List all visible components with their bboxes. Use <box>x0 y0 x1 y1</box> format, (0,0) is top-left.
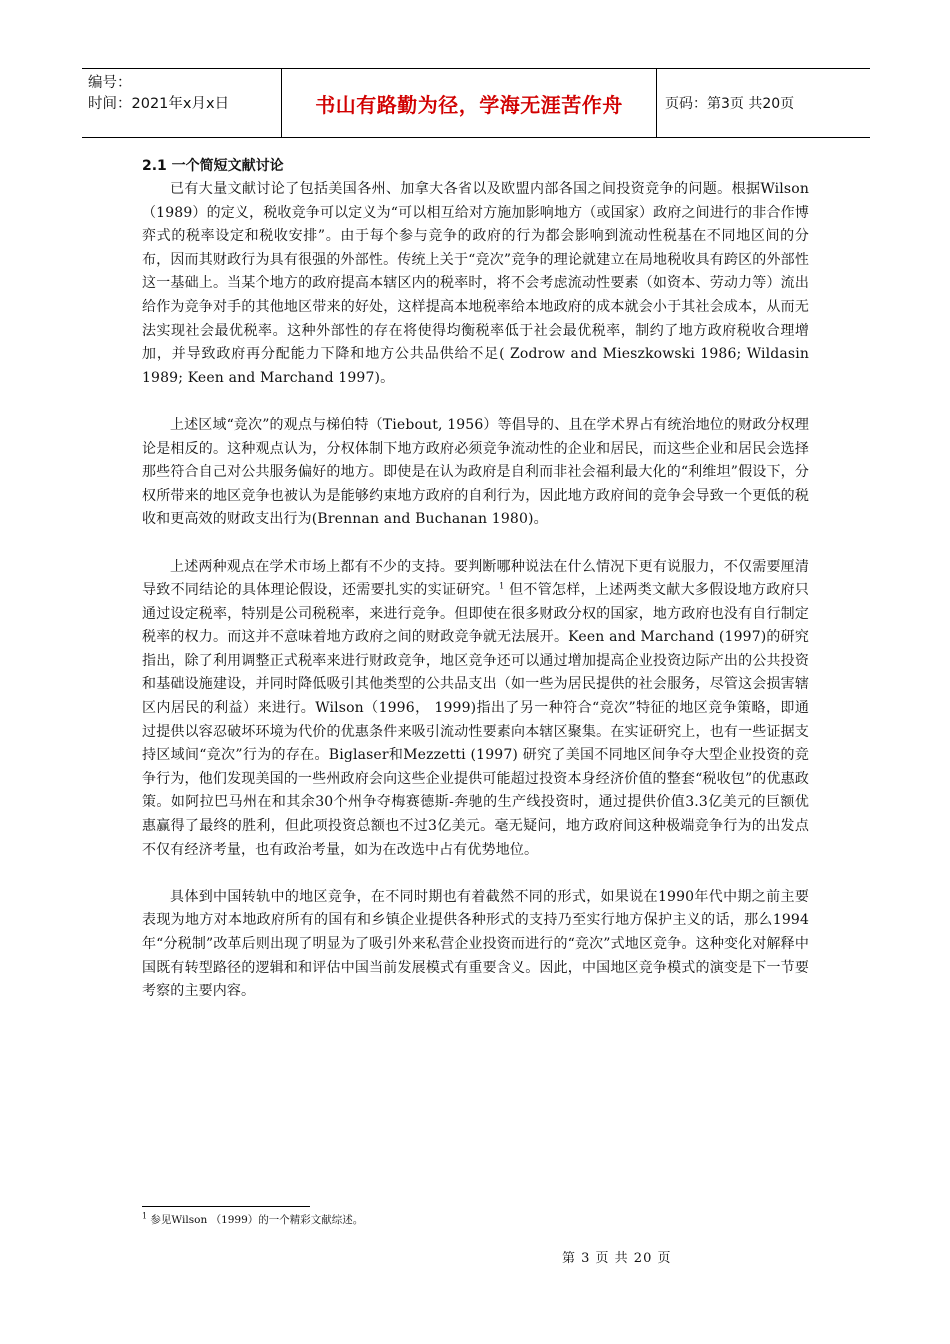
header-date-label: 时间：2021年x月x日 <box>88 96 230 112</box>
section-title: 2.1 一个简短文献讨论 <box>142 158 284 174</box>
document-body <box>142 155 809 1004</box>
paragraph-3-part-a: 上述两种观点在学术市场上都有不少的支持。要判断哪种说法在什么情况下更有说服力，不仅需要厘清导致不同结论的具体理论假设，还需要扎实的实证研究。 <box>142 558 809 599</box>
paragraph-3 <box>142 556 809 863</box>
footnote-text: 参见Wilson （1999）的一个精彩文献综述。 <box>147 1214 364 1226</box>
page-header <box>82 68 870 138</box>
paragraph-1: 已有大量文献讨论了包括美国各州、加拿大各省以及欧盟内部各国之间投资竞争的问题。根据Wilson（1989）的定义，税收竞争可以定义为“可以相互给对方施加影响地方（或国家）政府之间进行的非合作博弈式的税率设定和税收安排”。由于每个参与竞争的政府的行为都会影响到流动性税基在不同地区间的分布，因而其财政行为具有很强的外部性。传统上关于“竞次”竞争的理论就建立在局地税收具有跨区的外部性这一基础上。当某个地方的政府提高本辖区内的税率时，将不会考虑流动性要素（如资本、劳动力等）流出给作为竞争对手的其他地区带来的好处，这样提高本地税率给本地政府的成本就会小于其社会成本，从而无法实现社会最优税率。这种外部性的存在将使得均衡税率低于社会最优税率，制约了地方政府税收合理增加，并导致政府再分配能力下降和地方公共品供给不足( Zodrow and Mieszkowski 1986; Wildasin 1989; Keen and Marchand 1997)。 <box>142 181 809 386</box>
footnote-reference-1: 1 <box>499 581 505 591</box>
paragraph-3-part-b: 但不管怎样，上述两类文献大多假设地方政府只通过设定税率，特别是公司税税率，来进行竞争。但即使在很多财政分权的国家，地方政府也没有自行制定税率的权力。而这并不意味着地方政府之间的财政竞争就无法展开。Keen and Marchand (1997)的研究指出，除了利用调整正式税率来进行财政竞争，地区竞争还可以通过增加提高企业投资边际产出的公共投资和基础设施建设，并同时降低吸引其他类型的公共品支出（如一些为居民提供的社会服务，尽管这会损害辖区内居民的利益）来进行。Wilson（1996， 1999)指出了另一种符合“竞次”特征的地区竞争策略，即通过提供以容忍破坏环境为代价的优惠条件来吸引流动性要素向本辖区聚集。在实证研究上，也有一些证据支持区域间“竞次”行为的存在。Biglaser和Mezzetti (1997) 研究了美国不同地区间争夺大型企业投资的竞争行为，他们发现美国的一些州政府会向这些企业提供可能超过投资本身经济价值的整套“税收包”的优惠政策。如阿拉巴马州在和其余30个州争夺梅赛德斯-奔驰的生产线投资时，通过提供价值3.3亿美元的巨额优惠赢得了最终的胜利，但此项投资总额也不过3亿美元。毫无疑问，地方政府间这种极端竞争行为的出发点不仅有经济考量，也有政治考量，如为在改选中占有优势地位。 <box>142 582 810 858</box>
footnote-divider <box>142 1206 310 1207</box>
header-motto: 书山有路勤为径，学海无涯苦作舟 <box>282 69 657 137</box>
footnote-mark: 1 <box>142 1211 148 1221</box>
footnote <box>142 1213 363 1227</box>
page-footer: 第 3 页 共 20 页 <box>562 1251 672 1266</box>
paragraph-2: 上述区域“竞次”的观点与梯伯特（Tiebout, 1956）等倡导的、且在学术界占有统治地位的财政分权理论是相反的。这种观点认为，分权体制下地方政府必须竞争流动性的企业和居民，而这些企业和居民会选择那些符合自己对公共服务偏好的地方。即使是在认为政府是自利而非社会福利最大化的“利维坦”假设下，分权所带来的地区竞争也被认为是能够约束地方政府的自利行为，因此地方政府间的竞争会导致一个更低的税收和更高效的财政支出行为(Brennan and Buchanan 1980)。 <box>142 416 809 528</box>
header-meta <box>82 69 282 137</box>
header-page-info: 页码：第3页 共20页 <box>665 96 795 112</box>
header-number-label: 编号： <box>88 75 132 91</box>
paragraph-4: 具体到中国转轨中的地区竞争，在不同时期也有着截然不同的形式，如果说在1990年代中期之前主要表现为地方对本地政府所有的国有和乡镇企业提供各种形式的支持乃至实行地方保护主义的话，那么1994年“分税制”改革后则出现了明显为了吸引外来私营企业投资而进行的“竞次”式地区竞争。这种变化对解释中国既有转型路径的逻辑和和评估中国当前发展模式有重要含义。因此，中国地区竞争模式的演变是下一节要考察的主要内容。 <box>142 888 809 1000</box>
